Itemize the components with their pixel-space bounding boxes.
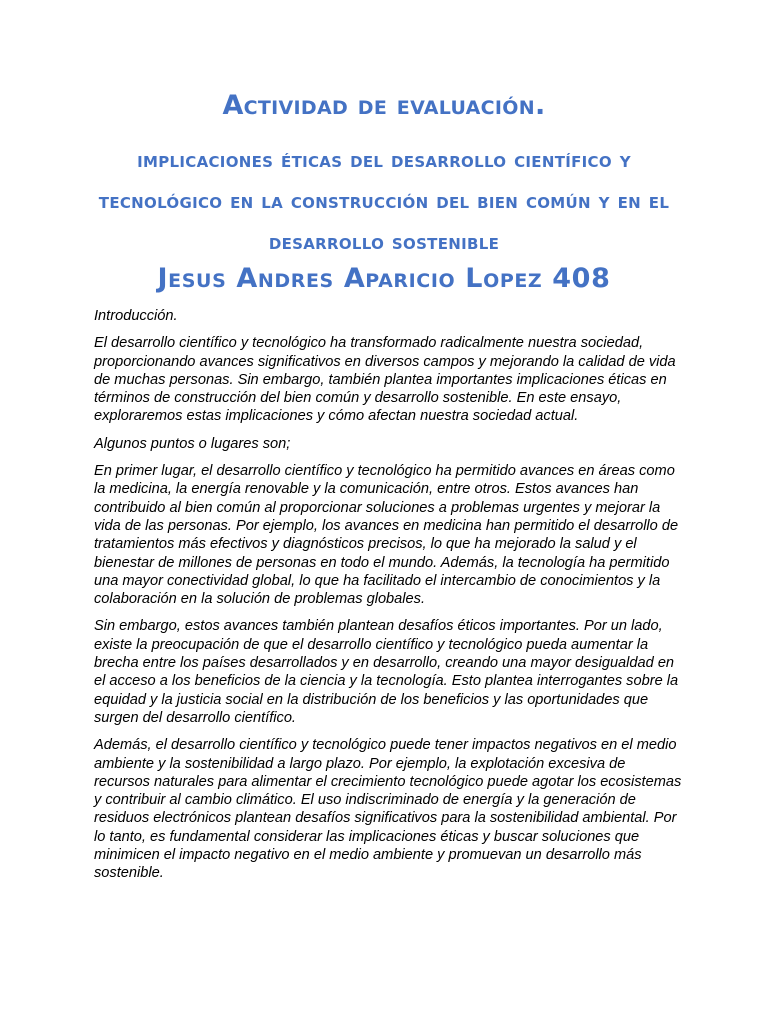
paragraph-introduction-heading: Introducción. [94, 308, 178, 324]
paragraph: Algunos puntos o lugares son; [94, 435, 291, 452]
document-subtitle: implicaciones éticas del desarrollo científico y tecnológico en la construcción del bien común y en el desarrollo sostenible [98, 148, 670, 255]
paragraph: El desarrollo científico y tecnológico ha transformado radicalmente nuestra sociedad, proporcionando avances significativos en diversos campos y mejorando la calidad de vida de muchas personas. Sin embargo, también plantea importantes implicaciones éticas en términos de construcción del bien común y desarrollo sostenible. En este ensayo, exploraremos estas implicaciones y cómo afectan nuestra sociedad actual. [94, 335, 676, 425]
paragraph: Sin embargo, estos avances también plantean desafíos éticos importantes. Por un lado, existe la preocupación de que el desarrollo científico y tecnológico pueda aumentar la brecha entre los países desarrollados y en desarrollo, creando una mayor desigualdad en el acceso a los beneficios de la ciencia y la tecnología. Esto plantea interrogantes sobre la equidad y la justicia social en la distribución de los beneficios y las oportunidades que surgen del desarrollo científico. [94, 618, 679, 726]
paragraph: En primer lugar, el desarrollo científico y tecnológico ha permitido avances en áreas como la medicina, la energía renovable y la comunicación, entre otros. Estos avances han contribuido al bien común al proporcionar soluciones a problemas urgentes y mejorar la vida de las personas. Por ejemplo, los avances en medicina han permitido el desarrollo de tratamientos más efectivos y diagnósticos precisos, lo que ha mejorado la salud y el bienestar de millones de personas en todo el mundo. Además, la tecnología ha permitido una mayor conectividad global, lo que ha facilitado el intercambio de conocimientos y la colaboración en la solución de problemas globales. [94, 463, 679, 608]
document-title: Actividad de evaluación. [222, 90, 546, 121]
document-body [94, 307, 684, 892]
paragraph: Además, el desarrollo científico y tecnológico puede tener impactos negativos en el medio ambiente y la sostenibilidad a largo plazo. Por ejemplo, la explotación excesiva de recursos naturales para alimentar el crecimiento tecnológico puede agotar los ecosistemas y contribuir al cambio climático. El uso indiscriminado de energía y la generación de residuos electrónicos plantean desafíos significativos para la sostenibilidad ambiental. Por lo tanto, es fundamental considerar las implicaciones éticas y buscar soluciones que minimicen el impacto negativo en el medio ambiente y promuevan un desarrollo más sostenible. [94, 737, 682, 882]
author-line: Jesus Andres Aparicio Lopez 408 [157, 263, 611, 294]
